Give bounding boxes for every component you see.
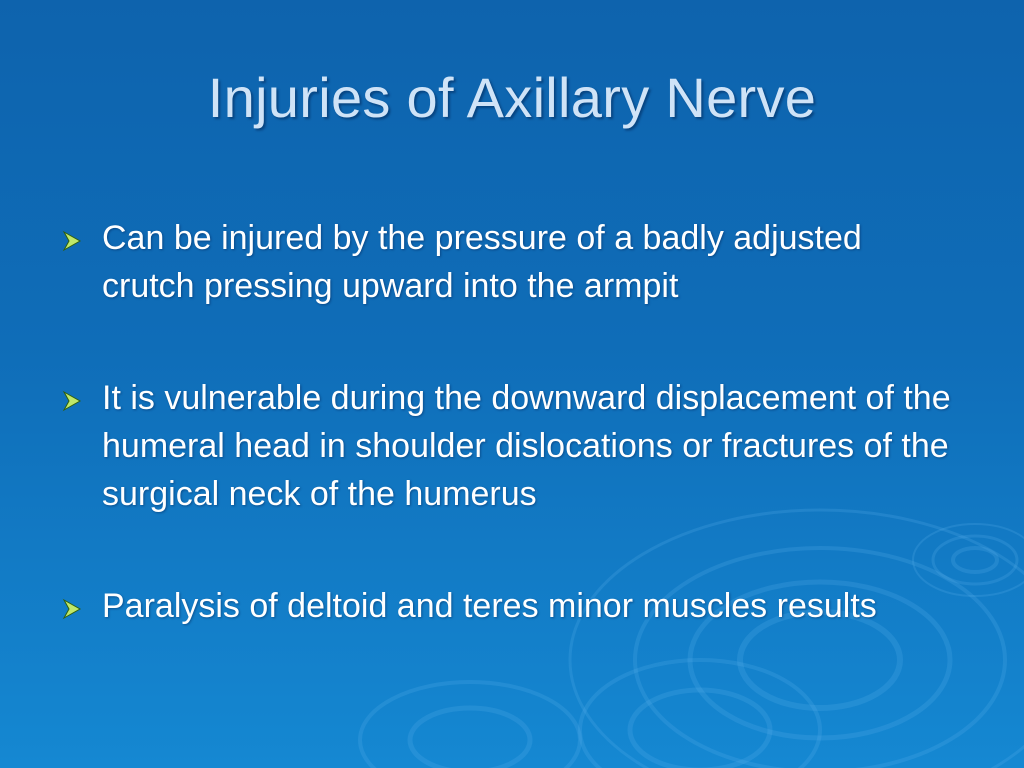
bullet-item [60,214,960,310]
bullet-item [60,374,960,518]
bullet-item [60,582,960,630]
bullet-text: Can be injured by the pressure of a badly adjusted crutch pressing upward into the armpit [102,219,862,305]
bullet-text: Paralysis of deltoid and teres minor muscles results [102,587,877,625]
chevron-arrow-icon [60,597,84,621]
bullet-list [60,214,960,630]
bullet-text: It is vulnerable during the downward displacement of the humeral head in shoulder dislocations or fractures of the surgical neck of the humerus [102,379,951,513]
slide-title: Injuries of Axillary Nerve [207,66,817,129]
chevron-arrow-icon [60,229,84,253]
chevron-arrow-icon [60,389,84,413]
